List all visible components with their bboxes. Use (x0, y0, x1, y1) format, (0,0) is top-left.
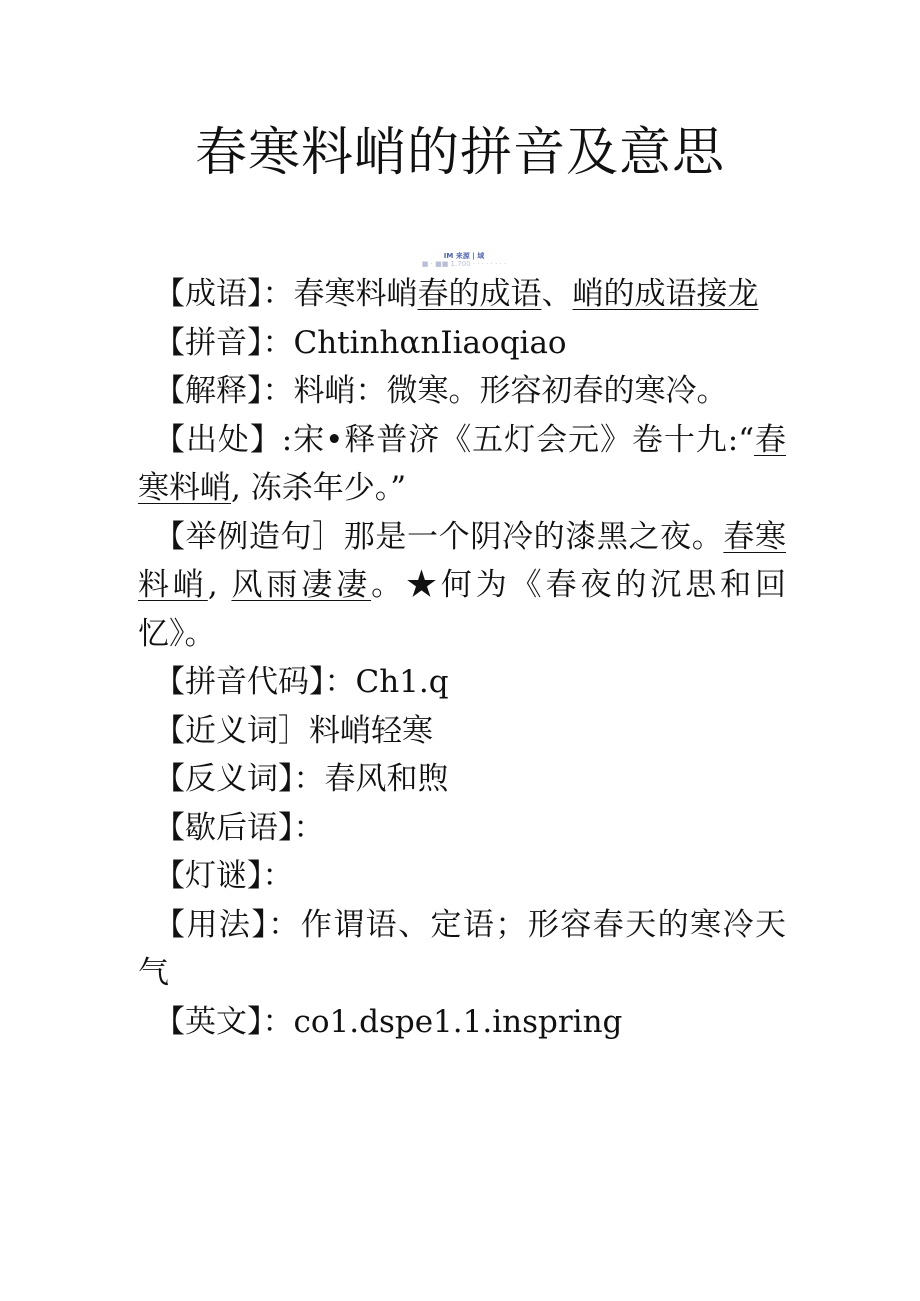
entry-text: 那是一个阴冷的漆黑之夜。 (343, 518, 724, 555)
watermark-mark: IM 来源 | 域 (443, 252, 485, 260)
entry-usage (138, 901, 786, 998)
entry-value: 春寒料峭 (293, 276, 418, 312)
entry-label: 【歇后语】： (154, 809, 325, 846)
entry-label: 【拼音代码】： (154, 664, 356, 700)
entry-value: ChtinhαnIiaoqiao (293, 324, 567, 361)
separator: , (207, 567, 232, 603)
entry-label: 【近义词］ (154, 712, 309, 749)
entry-example (138, 513, 786, 659)
entry-label: 【英文】： (154, 1003, 294, 1040)
entry-label: 【反义词】： (154, 761, 325, 797)
link-qiao-idiom-chain[interactable]: 峭的成语接龙 (572, 276, 759, 312)
entry-label: 【举例造句］ (154, 518, 344, 555)
link-chun-han-liao-qiao[interactable]: 春寒料峭 (138, 421, 787, 506)
entry-list (138, 270, 786, 1046)
watermark-line: ■ · ■■ 1.700 · · · · · · · · (421, 260, 507, 268)
entry-synonym (138, 707, 786, 756)
entry-explanation (138, 367, 786, 416)
entry-label: 【出处】: (154, 421, 293, 458)
entry-english (138, 998, 786, 1047)
entry-value: 料峭：微寒。形容初春的寒冷。 (293, 373, 728, 409)
entry-label: 【解释】： (154, 373, 294, 409)
entry-value: 作谓语、定语；形容春天的寒冷天气 (138, 906, 787, 991)
page-title: 春寒料峭的拼音及意思 (194, 123, 725, 183)
entry-text: 宋•释普济《五灯会元》卷十九:“ (292, 421, 755, 458)
entry-label: 【灯谜】： (154, 858, 294, 894)
entry-pinyin-code (138, 658, 786, 707)
entry-value: 料峭轻寒 (309, 712, 433, 749)
entry-value: Ch1.q (355, 664, 449, 700)
entry-riddle (138, 852, 786, 901)
entry-pinyin (138, 319, 786, 368)
entry-xiehouyu (138, 804, 786, 853)
entry-label: 【拼音】： (154, 324, 294, 361)
entry-text: , 冻杀年少。” (231, 470, 407, 506)
entry-value: 春风和煦 (324, 761, 449, 797)
link-chun-idioms[interactable]: 春的成语 (417, 276, 542, 312)
entry-text: 。★何为《春夜的沉思和回忆》。 (138, 567, 787, 652)
entry-value: co1.dspe1.1.inspring (293, 1003, 623, 1040)
link-chun-han-liao-qiao[interactable]: 春寒料峭 (138, 518, 787, 603)
separator: 、 (541, 276, 573, 312)
entry-chengyu (138, 270, 786, 319)
entry-source (138, 416, 786, 513)
entry-label: 【用法】： (154, 906, 301, 943)
link-feng-yu-qi-qi[interactable]: 风雨凄凄 (231, 567, 372, 603)
entry-antonym (138, 755, 786, 804)
entry-label: 【成语】： (154, 276, 294, 312)
watermark-logo (408, 252, 520, 268)
